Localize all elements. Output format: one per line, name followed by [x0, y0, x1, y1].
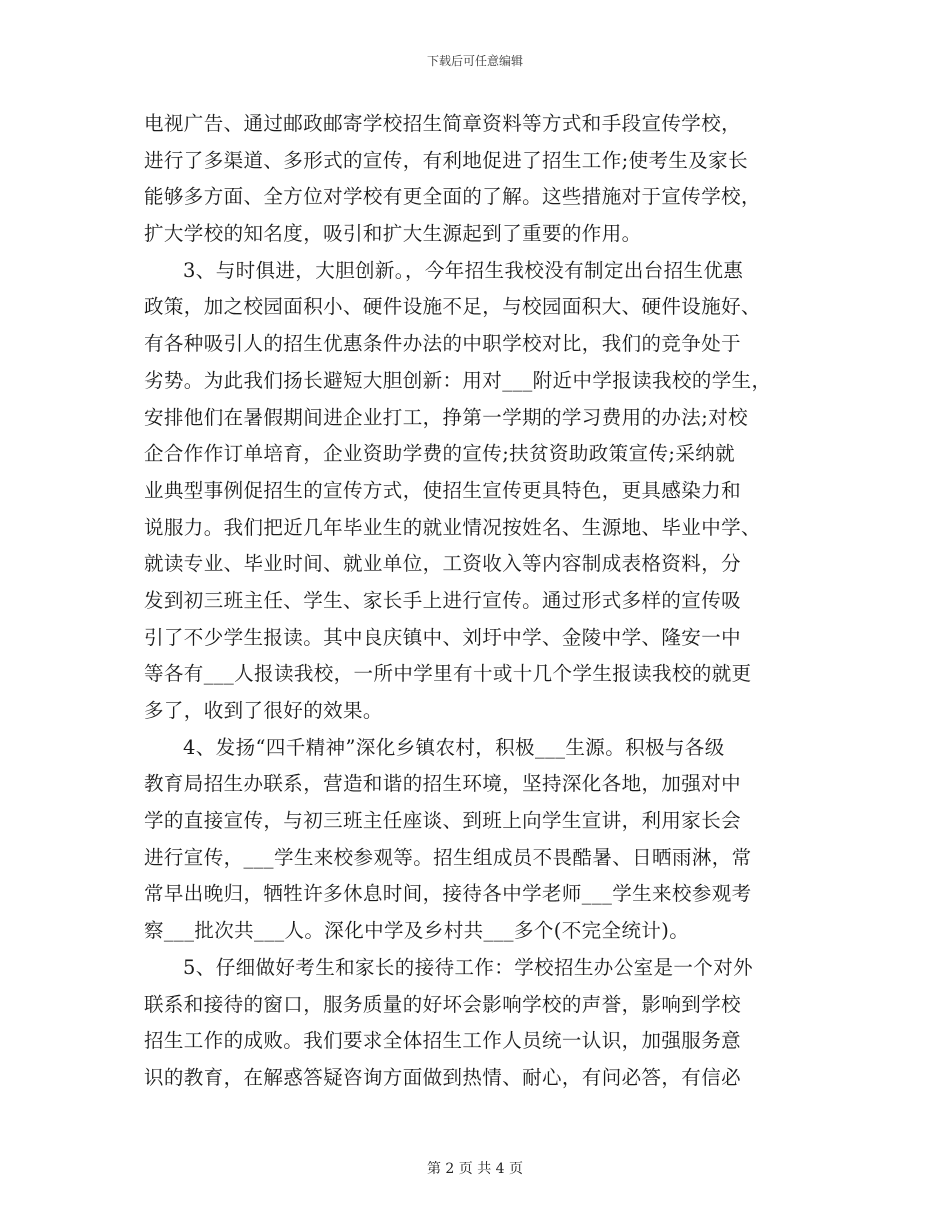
text-line: 识的教育，在解惑答疑咨询方面做到热情、耐心，有问必答，有信必 — [144, 1065, 742, 1089]
paragraph-5-start: 5、仔细做好考生和家长的接待工作：学校招生办公室是一个对外 — [183, 955, 754, 979]
text-line: 学的直接宣传，与初三班主任座谈、到班上向学生宣讲，利用家长会 — [144, 809, 742, 833]
text-line: 企合作作订单培育，企业资助学费的宣传;扶贫资助政策宣传;采纳就 — [144, 442, 736, 466]
page-number: 第 2 页 共 4 页 — [426, 1161, 524, 1177]
text-line: 教育局招生办联系，营造和谐的招生环境，坚持深化各地，加强对中 — [144, 772, 742, 796]
text-line: 联系和接待的窗口，服务质量的好坏会影响学校的声誉，影响到学校 — [144, 992, 742, 1016]
text-line: 业典型事例促招生的宣传方式，使招生宣传更具特色，更具感染力和 — [144, 478, 742, 502]
text-line: 引了不少学生报读。其中良庆镇中、刘圩中学、金陵中学、隆安一中 — [144, 625, 742, 649]
text-line: 说服力。我们把近几年毕业生的就业情况按姓名、生源地、毕业中学、 — [144, 515, 761, 539]
text-line: 有各种吸引人的招生优惠条件办法的中职学校对比，我们的竞争处于 — [144, 332, 742, 356]
text-line: 多了，收到了很好的效果。 — [144, 699, 383, 722]
text-line: 常早出晚归，牺牲许多休息时间，接待各中学老师___学生来校参观考 — [144, 882, 752, 906]
text-line: 安排他们在暑假期间进企业打工，挣第一学期的学习费用的办法;对校 — [144, 405, 748, 429]
text-line: 能够多方面、全方位对学校有更全面的了解。这些措施对于宣传学校， — [144, 185, 761, 209]
text-line: 电视广告、通过邮政邮寄学校招生简章资料等方式和手段宣传学校， — [144, 112, 742, 135]
document-body — [144, 106, 814, 1097]
text-line: 等各有___人报读我校，一所中学里有十或十几个学生报读我校的就更 — [144, 662, 752, 686]
paragraph-4-start: 4、发扬“四千精神”深化乡镇农村，积极___生源。积极与各级 — [183, 735, 725, 759]
text-line: 扩大学校的知名度，吸引和扩大生源起到了重要的作用。 — [144, 222, 642, 246]
text-line: 进行宣传，___学生来校参观等。招生组成员不畏酷暑、日晒雨淋，常 — [144, 845, 752, 869]
paragraph-3-start: 3、与时俱进，大胆创新。，今年招生我校没有制定出台招生优惠 — [183, 258, 744, 282]
text-line: 察___批次共___人。深化中学及乡村共___多个(不完全统计)。 — [144, 919, 690, 943]
page-header: 下载后可任意编辑 — [426, 54, 523, 68]
text-line: 劣势。为此我们扬长避短大胆创新：用对___附近中学报读我校的学生， — [144, 368, 772, 392]
text-line: 就读专业、毕业时间、就业单位，工资收入等内容制成表格资料，分 — [144, 552, 742, 576]
text-line: 政策，加之校园面积小、硬件设施不足，与校园面积大、硬件设施好、 — [144, 295, 761, 319]
text-line: 进行了多渠道、多形式的宣传，有利地促进了招生工作;使考生及家长 — [144, 148, 748, 172]
text-line: 发到初三班主任、学生、家长手上进行宣传。通过形式多样的宣传吸 — [144, 588, 742, 612]
text-line: 招生工作的成败。我们要求全体招生工作人员统一认识，加强服务意 — [144, 1029, 742, 1053]
